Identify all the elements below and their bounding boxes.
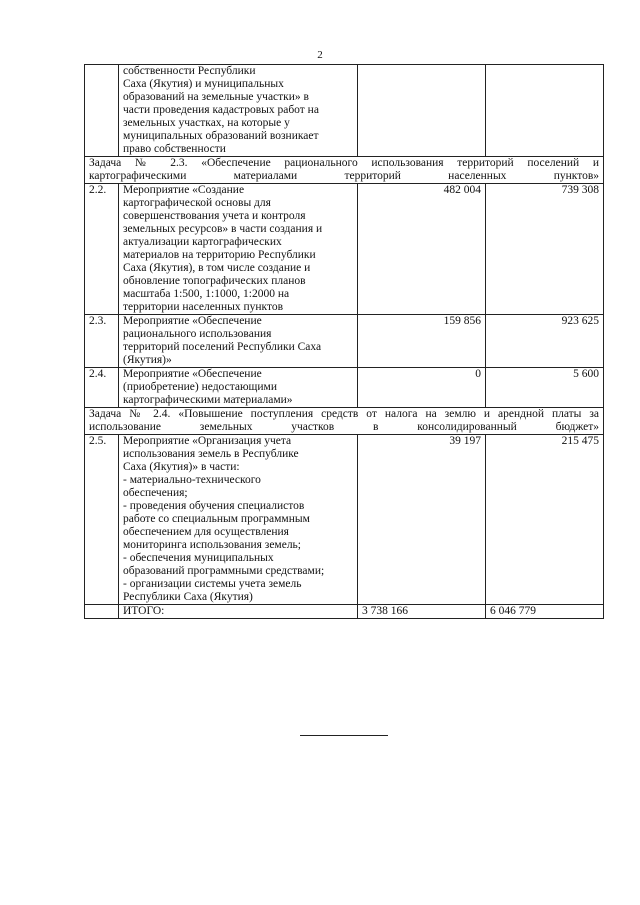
total-value: 3 738 166 <box>358 605 486 619</box>
table-row <box>85 368 604 408</box>
total-label: ИТОГО: <box>119 605 358 619</box>
table-row <box>85 65 604 157</box>
measure-description: Мероприятие «Создание картографической основы для совершенствования учета и контроля земельных ресурсов» в части создания и актуализации картографических материалов на территорию Республики Саха (Якутия), в том числе создание и обновление топографических планов масштаба 1:500, 1:1000, 1:2000 на территории населенных пунктов <box>119 184 358 315</box>
task-row <box>85 408 604 435</box>
row-number-cell <box>85 65 119 157</box>
row-number: 2.5. <box>85 435 119 605</box>
task-row <box>85 157 604 184</box>
value-cell: 215 475 <box>486 435 604 605</box>
value-cell: 739 308 <box>486 184 604 315</box>
task-heading-line: использование земельных участков в консолидированный бюджет» <box>89 421 599 433</box>
value-cell: 5 600 <box>486 368 604 408</box>
value-cell: 923 625 <box>486 315 604 368</box>
table-row <box>85 184 604 315</box>
row-number: 2.3. <box>85 315 119 368</box>
measure-description: Мероприятие «Организация учета использования земель в Республике Саха (Якутия)» в части: - материально-технического обеспечения; - проведения обучения специалистов работе со специальным программным обеспечением для осуществления мониторинга использования земель; - обеспечения муниципальных образований программными средствами; - организации системы учета земель Республики Саха (Якутия) <box>119 435 358 605</box>
page-number: 2 <box>317 49 323 61</box>
task-heading <box>85 408 604 435</box>
task-heading <box>85 157 604 184</box>
row-number: 2.2. <box>85 184 119 315</box>
task-heading-line: Задача № 2.3. «Обеспечение рационального использования территорий поселений и <box>89 157 599 169</box>
row-number: 2.4. <box>85 368 119 408</box>
end-rule <box>300 735 388 736</box>
measure-description: Мероприятие «Обеспечение (приобретение) недостающими картографическими материалами» <box>119 368 358 408</box>
value-cell: 0 <box>358 368 486 408</box>
measure-description: Мероприятие «Обеспечение рационального использования территорий поселений Республики Саха (Якутия)» <box>119 315 358 368</box>
measures-table <box>84 64 604 619</box>
total-value: 6 046 779 <box>486 605 604 619</box>
task-heading-line: Задача № 2.4. «Повышение поступления средств от налога на землю и арендной платы за <box>89 408 599 420</box>
value-cell <box>358 65 486 157</box>
continuation-text: собственности Республики Саха (Якутия) и муниципальных образований на земельные участки» в части проведения кадастровых работ на земельных участках, на которые у муниципальных образований возникает право собственности <box>119 65 358 157</box>
row-number-cell <box>85 605 119 619</box>
total-row <box>85 605 604 619</box>
value-cell <box>486 65 604 157</box>
value-cell: 482 004 <box>358 184 486 315</box>
value-cell: 159 856 <box>358 315 486 368</box>
table-row <box>85 435 604 605</box>
table-row <box>85 315 604 368</box>
value-cell: 39 197 <box>358 435 486 605</box>
task-heading-line: картографическими материалами территорий населенных пунктов» <box>89 170 599 182</box>
